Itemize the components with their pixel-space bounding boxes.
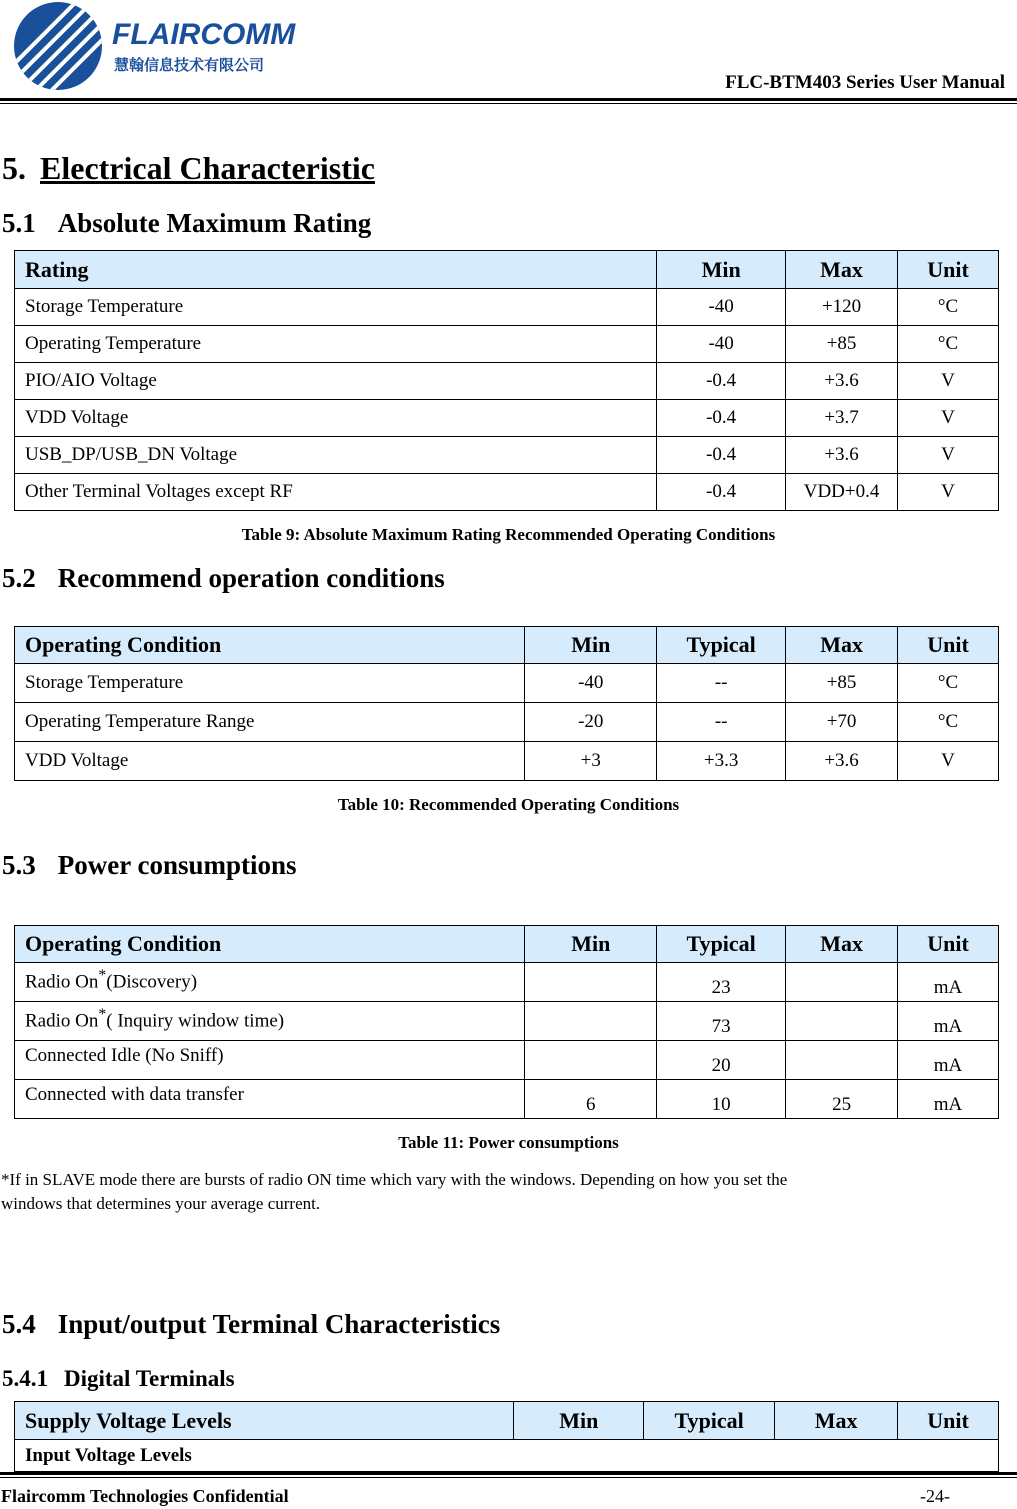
cell-min: -0.4: [657, 363, 786, 400]
cell-typical: +3.3: [657, 742, 786, 781]
cell-min: 6: [525, 1080, 657, 1119]
section-5-4-1-heading: [2, 1366, 235, 1392]
cell-min: +3: [525, 742, 657, 781]
col-header-min: Min: [514, 1402, 644, 1440]
logo-wordmark: FLAIRCOMM: [112, 18, 296, 51]
cell-typical: --: [657, 703, 786, 742]
table-header-row: [15, 251, 999, 289]
section-5-heading: [2, 150, 375, 187]
col-header-rating: Rating: [15, 251, 657, 289]
section-number: 5.2: [2, 563, 36, 593]
header-rule-thin: [0, 103, 1017, 104]
power-note: [1, 1168, 787, 1216]
col-header-supply-voltage: Supply Voltage Levels: [15, 1402, 514, 1440]
cell-condition: Operating Temperature Range: [15, 703, 525, 742]
cell-max: +3.6: [786, 363, 898, 400]
col-header-unit: Unit: [898, 627, 999, 664]
cell-rating: VDD Voltage: [15, 400, 657, 437]
table-row: [15, 437, 999, 474]
cell-condition: Storage Temperature: [15, 664, 525, 703]
cell-max: +70: [786, 703, 898, 742]
condition-text: Radio On: [25, 1010, 99, 1032]
cell-min: -0.4: [657, 400, 786, 437]
cell-max: +3.7: [786, 400, 898, 437]
cell-min: [525, 963, 657, 1002]
section-5-4-heading: [2, 1309, 500, 1340]
cell-max: VDD+0.4: [786, 474, 898, 511]
table-row: [15, 664, 999, 703]
col-header-min: Min: [657, 251, 786, 289]
cell-rating: Operating Temperature: [15, 326, 657, 363]
page-number: -24-: [920, 1486, 950, 1506]
cell-unit: mA: [898, 963, 999, 1002]
table-row: [15, 1041, 999, 1080]
cell-typical: 73: [657, 1002, 786, 1041]
digital-terminals-table: [14, 1401, 999, 1472]
cell-typical: 10: [657, 1080, 786, 1119]
cell-min: -40: [657, 326, 786, 363]
absolute-max-rating-table: [14, 250, 999, 511]
cell-unit: V: [898, 742, 999, 781]
input-voltage-levels-label: Input Voltage Levels: [15, 1440, 999, 1472]
col-header-condition: Operating Condition: [15, 627, 525, 664]
section-number: 5.: [2, 150, 26, 186]
cell-rating: Storage Temperature: [15, 289, 657, 326]
cell-condition: [15, 963, 525, 1002]
cell-condition: [15, 1002, 525, 1041]
col-header-max: Max: [775, 1402, 898, 1440]
footnote-mark: *: [98, 1006, 107, 1023]
cell-min: -20: [525, 703, 657, 742]
col-header-condition: Operating Condition: [15, 926, 525, 963]
cell-rating: Other Terminal Voltages except RF: [15, 474, 657, 511]
col-header-unit: Unit: [898, 926, 999, 963]
condition-text: Connected with data transfer: [25, 1084, 244, 1105]
cell-condition: VDD Voltage: [15, 742, 525, 781]
note-line: windows that determines your average current.: [1, 1194, 321, 1213]
cell-condition: [15, 1041, 525, 1080]
cell-unit: V: [898, 400, 999, 437]
cell-unit: V: [898, 437, 999, 474]
cell-typical: 20: [657, 1041, 786, 1080]
cell-min: -40: [525, 664, 657, 703]
cell-condition: [15, 1080, 525, 1119]
cell-max: +85: [786, 326, 898, 363]
section-5-1-heading: [2, 208, 371, 239]
manual-title: FLC-BTM403 Series User Manual: [725, 72, 1005, 93]
condition-detail: (Discovery): [106, 971, 198, 993]
section-title: Recommend operation conditions: [57, 563, 445, 593]
table-row: [15, 363, 999, 400]
table-11-caption: Table 11: Power consumptions: [398, 1133, 619, 1152]
cell-max: [786, 1041, 898, 1080]
flaircomm-logo: [6, 2, 326, 94]
condition-detail: ( Inquiry window time): [106, 1010, 285, 1032]
table-row: [15, 289, 999, 326]
table-row: [15, 963, 999, 1002]
cell-unit: °C: [898, 703, 999, 742]
cell-max: +85: [786, 664, 898, 703]
col-header-typical: Typical: [657, 926, 786, 963]
cell-unit: mA: [898, 1002, 999, 1041]
cell-rating: USB_DP/USB_DN Voltage: [15, 437, 657, 474]
section-number: 5.4: [2, 1309, 36, 1339]
section-title: Input/output Terminal Characteristics: [57, 1309, 501, 1339]
footer-rule-thin: [0, 1477, 1017, 1478]
section-title: Absolute Maximum Rating: [57, 208, 372, 238]
recommended-operating-table: [14, 626, 999, 781]
footnote-mark: *: [98, 967, 107, 984]
table-row: [15, 703, 999, 742]
section-5-3-heading: [2, 850, 297, 881]
table-row: [15, 474, 999, 511]
section-5-2-heading: [2, 563, 445, 594]
table-row: [15, 1002, 999, 1041]
table-10-caption: Table 10: Recommended Operating Conditions: [337, 795, 680, 814]
col-header-max: Max: [786, 251, 898, 289]
cell-unit: V: [898, 474, 999, 511]
cell-min: -40: [657, 289, 786, 326]
table-row: [15, 1080, 999, 1119]
footer-rule: [0, 1472, 1017, 1475]
cell-unit: °C: [898, 664, 999, 703]
cell-max: [786, 1002, 898, 1041]
note-line: *If in SLAVE mode there are bursts of radio ON time which vary with the windows. Depending on how you set the: [1, 1170, 788, 1189]
table-9-caption: Table 9: Absolute Maximum Rating Recommended Operating Conditions: [241, 525, 776, 544]
cell-unit: °C: [898, 326, 999, 363]
section-number: 5.4.1: [2, 1366, 48, 1391]
cell-max: [786, 963, 898, 1002]
power-consumption-table: [14, 925, 999, 1119]
table-row: [15, 400, 999, 437]
col-header-min: Min: [525, 627, 657, 664]
table-header-row: [15, 1402, 999, 1440]
condition-text: Connected Idle (No Sniff): [25, 1045, 224, 1066]
col-header-typical: Typical: [657, 627, 786, 664]
col-header-max: Max: [786, 926, 898, 963]
condition-text: Radio On: [25, 971, 99, 993]
cell-unit: mA: [898, 1080, 999, 1119]
section-title: Power consumptions: [57, 850, 297, 880]
section-title: Electrical Characteristic: [40, 150, 375, 186]
cell-min: [525, 1002, 657, 1041]
logo-subtitle: 慧翰信息技术有限公司: [114, 56, 265, 74]
table-header-row: [15, 926, 999, 963]
cell-min: -0.4: [657, 437, 786, 474]
cell-unit: mA: [898, 1041, 999, 1080]
section-number: 5.1: [2, 208, 36, 238]
footer-confidential: Flaircomm Technologies Confidential: [1, 1486, 289, 1506]
cell-typical: 23: [657, 963, 786, 1002]
cell-min: [525, 1041, 657, 1080]
col-header-typical: Typical: [644, 1402, 775, 1440]
header-rule: [0, 98, 1017, 101]
cell-max: 25: [786, 1080, 898, 1119]
cell-typical: --: [657, 664, 786, 703]
cell-unit: °C: [898, 289, 999, 326]
cell-max: +3.6: [786, 742, 898, 781]
table-row: [15, 742, 999, 781]
logo-globe: [14, 2, 102, 90]
cell-rating: PIO/AIO Voltage: [15, 363, 657, 400]
col-header-max: Max: [786, 627, 898, 664]
cell-max: +120: [786, 289, 898, 326]
cell-unit: V: [898, 363, 999, 400]
table-row: [15, 326, 999, 363]
section-title: Digital Terminals: [64, 1366, 235, 1391]
col-header-unit: Unit: [898, 251, 999, 289]
table-header-row: [15, 627, 999, 664]
cell-max: +3.6: [786, 437, 898, 474]
col-header-unit: Unit: [898, 1402, 999, 1440]
section-number: 5.3: [2, 850, 36, 880]
cell-min: -0.4: [657, 474, 786, 511]
col-header-min: Min: [525, 926, 657, 963]
table-subheader-row: [15, 1440, 999, 1472]
